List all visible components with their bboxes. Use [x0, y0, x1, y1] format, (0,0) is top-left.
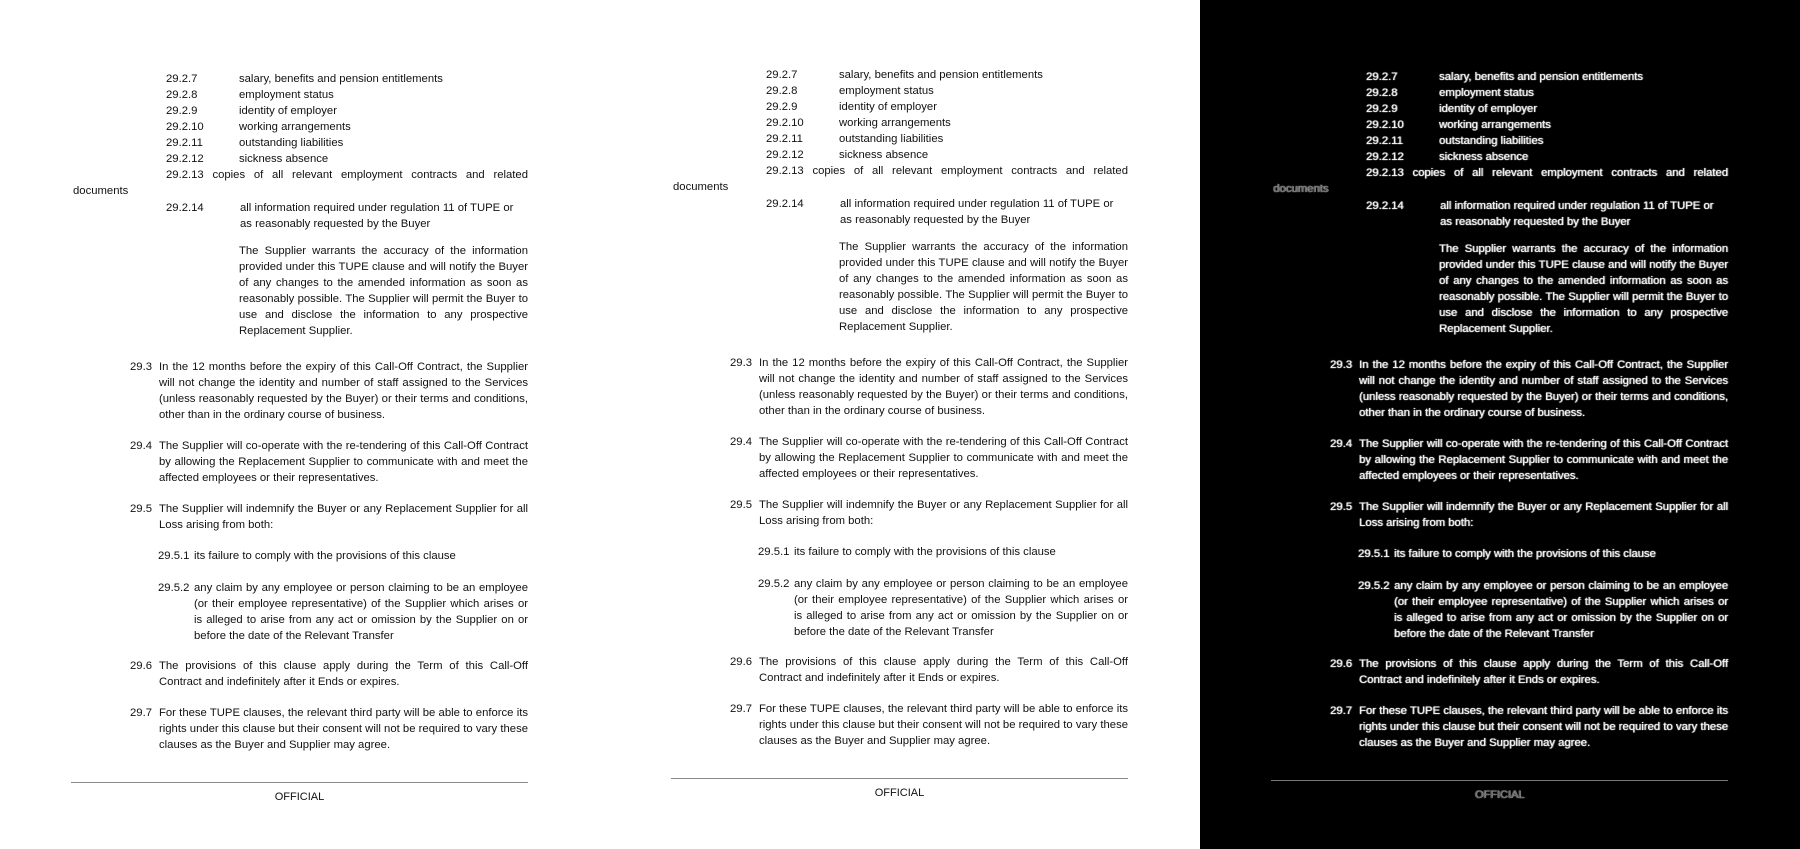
item-number: 29.2.8	[766, 85, 798, 97]
clause-number: 29.5.1	[758, 546, 790, 558]
footer-rule	[671, 778, 1128, 779]
clause-number: 29.4	[130, 440, 152, 452]
list-item	[166, 87, 526, 103]
clause-number: 29.5.2	[158, 582, 190, 594]
clause-number: 29.5.2	[1358, 580, 1390, 592]
item-text: outstanding liabilities	[239, 137, 344, 149]
clause-number: 29.6	[1330, 658, 1352, 670]
list-item	[766, 67, 1126, 83]
item-number: 29.2.9	[766, 101, 798, 113]
item-number: 29.2.7	[1366, 71, 1398, 83]
clause-number: 29.7	[130, 707, 152, 719]
clause-29-4: The Supplier will co-operate with the re-tendering of this Call-Off Contract by allowing the Replacement Supplier to communicate with and meet the affected employees or their representatives.	[759, 436, 1128, 480]
clause-29-5-2	[794, 576, 1128, 640]
clause-number: 29.4	[730, 436, 752, 448]
clause-29-6: The provisions of this clause apply during the Term of this Call-Off Contract and indefinitely after it Ends or expires.	[759, 656, 1128, 684]
footer-rule	[71, 782, 528, 783]
clause-number: 29.5.1	[158, 550, 190, 562]
document-page	[1200, 0, 1800, 847]
document-page	[0, 0, 600, 849]
clause-number: 29.3	[130, 361, 152, 373]
list-item	[1366, 101, 1726, 117]
item-text: outstanding liabilities	[1439, 135, 1544, 147]
item-number: 29.2.7	[166, 73, 198, 85]
item-text: employment status	[1439, 87, 1534, 99]
item-text: identity of employer	[1439, 103, 1537, 115]
clause-number: 29.6	[130, 660, 152, 672]
clause-29-5-2	[1394, 578, 1728, 642]
list-item-29-2-13: 29.2.13 copies of all relevant employment contracts and related	[766, 165, 1128, 177]
clause-29-4: The Supplier will co-operate with the re-tendering of this Call-Off Contract by allowing the Replacement Supplier to communicate with and meet the affected employees or their representatives.	[159, 440, 528, 484]
list-item	[166, 135, 526, 151]
list-item	[166, 71, 526, 87]
clause-number: 29.7	[1330, 705, 1352, 717]
item-number: 29.2.12	[1366, 151, 1404, 163]
footer-rule	[1271, 780, 1728, 781]
clause-29-5: The Supplier will indemnify the Buyer or any Replacement Supplier for all Loss arising from both:	[759, 499, 1128, 527]
clause-number: 29.5	[730, 499, 752, 511]
clause-text: any claim by any employee or person claiming to be an employee (or their employee representative) of the Supplier which arises or is alleged to arise from any act or omission by the Supplier on or before the date of the Relevant Transfer	[794, 578, 1128, 638]
item-number: 29.2.11	[766, 133, 803, 145]
item-text: identity of employer	[239, 105, 337, 117]
item-text: salary, benefits and pension entitlements	[839, 69, 1043, 81]
footer-label: OFFICIAL	[1474, 789, 1525, 801]
clause-29-5-1: its failure to comply with the provisions of this clause	[194, 550, 456, 562]
list-item	[1366, 149, 1726, 165]
clause-number: 29.4	[1330, 438, 1352, 450]
clause-29-5: The Supplier will indemnify the Buyer or any Replacement Supplier for all Loss arising from both:	[159, 503, 528, 531]
list-item	[1366, 133, 1726, 149]
clause-29-3: In the 12 months before the expiry of this Call-Off Contract, the Supplier will not change the identity and number of staff assigned to the Services (unless reasonably requested by the Buyer) or their terms and conditions, other than in the ordinary course of business.	[759, 357, 1128, 417]
clause-number: 29.5.2	[758, 578, 790, 590]
item-text: sickness absence	[239, 153, 329, 165]
list-item	[766, 115, 1126, 131]
item-number: 29.2.11	[166, 137, 203, 149]
clause-number: 29.5	[1330, 501, 1352, 513]
item-text: salary, benefits and pension entitlements	[239, 73, 443, 85]
list-item	[766, 99, 1126, 115]
clause-29-5-2	[194, 580, 528, 644]
continuation-word: documents	[1273, 183, 1329, 195]
item-text: employment status	[839, 85, 934, 97]
list-item-29-2-14: all information required under regulation 11 of TUPE or as reasonably requested by the Buyer	[1440, 200, 1714, 228]
clause-number: 29.7	[730, 703, 752, 715]
clause-29-5-1: its failure to comply with the provisions of this clause	[794, 546, 1056, 558]
clause-text: any claim by any employee or person claiming to be an employee (or their employee representative) of the Supplier which arises or is alleged to arise from any act or omission by the Supplier on or before the date of the Relevant Transfer	[1394, 580, 1728, 640]
list-item-29-2-13: 29.2.13 copies of all relevant employment contracts and related	[1366, 167, 1728, 179]
item-text: working arrangements	[1439, 119, 1551, 131]
clause-number: 29.6	[730, 656, 752, 668]
warranty-paragraph: The Supplier warrants the accuracy of the information provided under this TUPE clause and will notify the Buyer of any changes to the amended information as soon as reasonably possible. The Supplier will permit the Buyer to use and disclose the information to any prospective Replacement Supplier.	[239, 245, 528, 337]
warranty-paragraph: The Supplier warrants the accuracy of the information provided under this TUPE clause and will notify the Buyer of any changes to the amended information as soon as reasonably possible. The Supplier will permit the Buyer to use and disclose the information to any prospective Replacement Supplier.	[839, 241, 1128, 333]
clause-text: any claim by any employee or person claiming to be an employee (or their employee representative) of the Supplier which arises or is alleged to arise from any act or omission by the Supplier on or before the date of the Relevant Transfer	[194, 582, 528, 642]
list-item	[166, 151, 526, 167]
list-item-29-2-14: all information required under regulation 11 of TUPE or as reasonably requested by the Buyer	[840, 198, 1114, 226]
continuation-word: documents	[673, 181, 729, 193]
item-text: salary, benefits and pension entitlements	[1439, 71, 1643, 83]
list-item	[766, 147, 1126, 163]
clause-number: 29.5.1	[1358, 548, 1390, 560]
document-page	[600, 0, 1200, 845]
item-number: 29.2.9	[166, 105, 198, 117]
list-item	[766, 83, 1126, 99]
list-item	[766, 131, 1126, 147]
item-number: 29.2.10	[766, 117, 804, 129]
page-view-processed	[600, 0, 1200, 849]
clause-29-3: In the 12 months before the expiry of this Call-Off Contract, the Supplier will not change the identity and number of staff assigned to the Services (unless reasonably requested by the Buyer) or their terms and conditions, other than in the ordinary course of business.	[1359, 359, 1728, 419]
clause-number: 29.3	[1330, 359, 1352, 371]
clause-number: 29.3	[730, 357, 752, 369]
page-view-inverted	[1200, 0, 1800, 849]
clause-29-3: In the 12 months before the expiry of this Call-Off Contract, the Supplier will not change the identity and number of staff assigned to the Services (unless reasonably requested by the Buyer) or their terms and conditions, other than in the ordinary course of business.	[159, 361, 528, 421]
item-text: employment status	[239, 89, 334, 101]
clause-29-6: The provisions of this clause apply during the Term of this Call-Off Contract and indefinitely after it Ends or expires.	[159, 660, 528, 688]
item-number: 29.2.12	[166, 153, 204, 165]
footer-label: OFFICIAL	[274, 791, 325, 803]
item-number: 29.2.8	[1366, 87, 1398, 99]
item-number: 29.2.11	[1366, 135, 1403, 147]
item-text: working arrangements	[839, 117, 951, 129]
item-number: 29.2.14	[1366, 200, 1404, 212]
item-number: 29.2.8	[166, 89, 198, 101]
list-item	[1366, 85, 1726, 101]
item-number: 29.2.14	[166, 202, 204, 214]
list-item-29-2-13: 29.2.13 copies of all relevant employment contracts and related	[166, 169, 528, 181]
list-item-29-2-14: all information required under regulation 11 of TUPE or as reasonably requested by the Buyer	[240, 202, 514, 230]
item-text: outstanding liabilities	[839, 133, 944, 145]
warranty-paragraph: The Supplier warrants the accuracy of the information provided under this TUPE clause and will notify the Buyer of any changes to the amended information as soon as reasonably possible. The Supplier will permit the Buyer to use and disclose the information to any prospective Replacement Supplier.	[1439, 243, 1728, 335]
item-text: sickness absence	[839, 149, 929, 161]
item-number: 29.2.7	[766, 69, 798, 81]
list-item	[166, 119, 526, 135]
item-text: sickness absence	[1439, 151, 1529, 163]
item-number: 29.2.9	[1366, 103, 1398, 115]
footer-label: OFFICIAL	[874, 787, 925, 799]
list-item	[166, 103, 526, 119]
clause-29-7: For these TUPE clauses, the relevant third party will be able to enforce its rights under this clause but their consent will not be required to vary these clauses as the Buyer and Supplier may agree.	[159, 707, 528, 751]
item-number: 29.2.10	[166, 121, 204, 133]
item-number: 29.2.12	[766, 149, 804, 161]
clause-number: 29.5	[130, 503, 152, 515]
continuation-word: documents	[73, 185, 129, 197]
item-text: working arrangements	[239, 121, 351, 133]
clause-29-5-1: its failure to comply with the provisions of this clause	[1394, 548, 1656, 560]
clause-29-7: For these TUPE clauses, the relevant third party will be able to enforce its rights under this clause but their consent will not be required to vary these clauses as the Buyer and Supplier may agree.	[759, 703, 1128, 747]
clause-29-6: The provisions of this clause apply during the Term of this Call-Off Contract and indefinitely after it Ends or expires.	[1359, 658, 1728, 686]
item-text: identity of employer	[839, 101, 937, 113]
item-number: 29.2.14	[766, 198, 804, 210]
clause-29-5: The Supplier will indemnify the Buyer or any Replacement Supplier for all Loss arising from both:	[1359, 501, 1728, 529]
clause-29-7: For these TUPE clauses, the relevant third party will be able to enforce its rights under this clause but their consent will not be required to vary these clauses as the Buyer and Supplier may agree.	[1359, 705, 1728, 749]
clause-29-4: The Supplier will co-operate with the re-tendering of this Call-Off Contract by allowing the Replacement Supplier to communicate with and meet the affected employees or their representatives.	[1359, 438, 1728, 482]
list-item	[1366, 117, 1726, 133]
page-view-original	[0, 0, 600, 849]
item-number: 29.2.10	[1366, 119, 1404, 131]
list-item	[1366, 69, 1726, 85]
